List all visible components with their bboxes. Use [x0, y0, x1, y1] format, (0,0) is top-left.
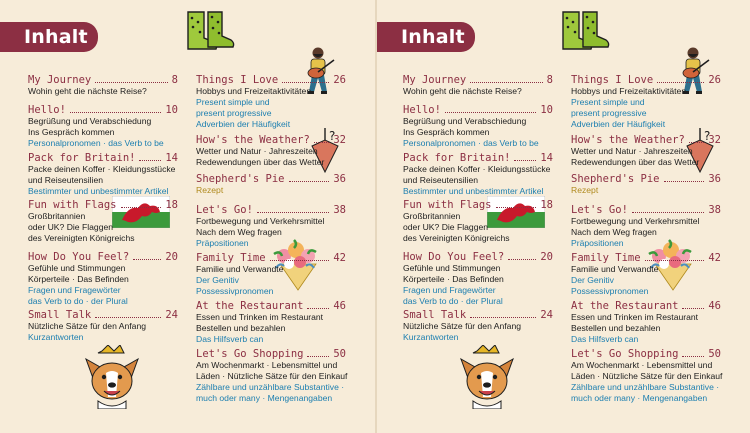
- entry-page-number: 20: [540, 251, 553, 263]
- dot-leader: [270, 260, 330, 261]
- dot-leader: [95, 317, 161, 318]
- toc-entry[interactable]: [28, 251, 178, 307]
- corgi-with-crown-icon: [80, 345, 144, 409]
- entry-title: How Do You Feel?: [28, 251, 130, 263]
- entry-line: Nützliche Sätze für den Anfang: [403, 321, 522, 331]
- toc-entry[interactable]: [571, 173, 721, 196]
- entry-grammar-line: das Verb to do · der Plural: [403, 296, 503, 306]
- entry-page-number: 42: [333, 252, 346, 264]
- entry-grammar-line: Zählbare und unzählbare Substantive ·: [196, 382, 345, 392]
- entry-line: Wohin geht die nächste Reise?: [28, 86, 147, 96]
- toc-entry[interactable]: [571, 300, 721, 345]
- entry-grammar-line: Bestimmter und unbestimmter Artikel: [403, 186, 544, 196]
- toc-entry[interactable]: [571, 204, 721, 249]
- entry-title: How's the Weather?: [571, 134, 685, 146]
- toc-entry[interactable]: [196, 173, 346, 196]
- entry-page-number: 10: [165, 104, 178, 116]
- toc-entry[interactable]: [196, 300, 346, 345]
- entry-page-number: 26: [333, 74, 346, 86]
- entry-title: Fun with Flags: [28, 199, 117, 211]
- toc-entry[interactable]: [571, 74, 721, 130]
- entry-title: Let's Go!: [196, 204, 253, 216]
- entry-grammar-line: Präpositionen: [196, 238, 249, 248]
- entry-page-number: 10: [540, 104, 553, 116]
- entry-line: Gefühle und Stimmungen: [403, 263, 501, 273]
- dot-leader: [664, 181, 705, 182]
- entry-line: Packe deinen Koffer · Kleidungsstücke: [28, 164, 176, 174]
- entry-line: oder UK? Die Flaggen: [403, 222, 489, 232]
- toc-entry[interactable]: [403, 152, 553, 197]
- dot-leader: [682, 356, 704, 357]
- entry-title: My Journey: [28, 74, 92, 86]
- entry-grammar-line: present progressive: [196, 108, 272, 118]
- contents-heading: Inhalt: [0, 22, 98, 52]
- toc-entry[interactable]: [196, 74, 346, 130]
- entry-grammar-line: Der Genitiv: [196, 275, 239, 285]
- entry-line: Redewendungen über das Wetter: [571, 157, 700, 167]
- entry-line: Körperteile · Das Befinden: [403, 274, 504, 284]
- entry-grammar-line: Adverbien der Häufigkeit: [196, 119, 291, 129]
- entry-grammar-line: Kurzantworten: [403, 332, 459, 342]
- entry-line: Packe deinen Koffer · Kleidungsstücke: [403, 164, 551, 174]
- entry-page-number: 8: [171, 74, 178, 86]
- entry-grammar-line: Das Hilfsverb can: [571, 334, 639, 344]
- entry-line: Essen und Trinken im Restaurant: [196, 312, 324, 322]
- dot-leader: [496, 207, 537, 208]
- entry-line: Ins Gespräch kommen: [403, 127, 490, 137]
- entry-grammar-line: Das Hilfsverb can: [196, 334, 264, 344]
- entry-grammar-line: Der Genitiv: [571, 275, 614, 285]
- entry-line: Großbritannien: [403, 211, 461, 221]
- dot-leader: [508, 259, 536, 260]
- entry-line: Redewendungen über das Wetter: [196, 157, 325, 167]
- entry-page-number: 24: [165, 309, 178, 321]
- entry-title: Shepherd's Pie: [571, 173, 660, 185]
- entry-title: Pack for Britain!: [28, 152, 136, 164]
- entry-grammar-line: Present simple und: [571, 97, 645, 107]
- entry-grammar-line: Personalpronomen · das Verb to be: [403, 138, 539, 148]
- entry-line: Hobbys und Freizeitaktivitäten: [196, 86, 312, 96]
- entry-grammar-line: Personalpronomen · das Verb to be: [28, 138, 164, 148]
- rain-boots-icon: [180, 10, 236, 52]
- dot-leader: [307, 356, 329, 357]
- entry-grammar-line: Present simple und: [196, 97, 270, 107]
- entry-grammar-line: Kurzantworten: [28, 332, 84, 342]
- entry-grammar-line: present progressive: [571, 108, 647, 118]
- dot-leader: [514, 160, 536, 161]
- entry-page-number: 38: [333, 204, 346, 216]
- entry-grammar-line: Zählbare und unzählbare Substantive ·: [571, 382, 720, 392]
- entry-line: Großbritannien: [28, 211, 86, 221]
- toc-entry[interactable]: [571, 252, 721, 297]
- entry-page-number: 36: [708, 173, 721, 185]
- entry-line: Am Wochenmarkt · Lebensmittel und: [571, 360, 713, 370]
- entry-page-number: 50: [708, 348, 721, 360]
- corgi-with-crown-icon: [455, 345, 519, 409]
- entry-title: My Journey: [403, 74, 467, 86]
- dot-leader: [657, 82, 704, 83]
- entry-title: Family Time: [571, 252, 641, 264]
- toc-entry[interactable]: [403, 251, 553, 307]
- dot-leader: [121, 207, 162, 208]
- entry-line: Begrüßung und Verabschiedung: [28, 116, 152, 126]
- entry-line: und Reiseutensilien: [28, 175, 104, 185]
- toc-entry[interactable]: [403, 74, 553, 97]
- dot-leader: [70, 112, 161, 113]
- entry-line: Läden · Nützliche Sätze für den Einkauf: [571, 371, 723, 381]
- entry-page-number: 14: [540, 152, 553, 164]
- entry-line: Läden · Nützliche Sätze für den Einkauf: [196, 371, 348, 381]
- entry-line: Am Wochenmarkt · Lebensmittel und: [196, 360, 338, 370]
- dot-leader: [470, 82, 542, 83]
- dot-leader: [445, 112, 536, 113]
- entry-page-number: 46: [708, 300, 721, 312]
- entry-title: Hello!: [403, 104, 441, 116]
- entry-line: Familie und Verwandte: [196, 264, 284, 274]
- entry-grammar-line: Fragen und Fragewörter: [403, 285, 496, 295]
- entry-grammar-line: Präpositionen: [571, 238, 624, 248]
- entry-line: Essen und Trinken im Restaurant: [571, 312, 699, 322]
- toc-entry[interactable]: [571, 348, 721, 404]
- dot-leader: [645, 260, 705, 261]
- toc-entry[interactable]: [28, 104, 178, 149]
- entry-title: How Do You Feel?: [403, 251, 505, 263]
- entry-line: Ins Gespräch kommen: [28, 127, 115, 137]
- entry-page-number: 26: [708, 74, 721, 86]
- entry-title: Things I Love: [196, 74, 279, 86]
- entry-line: Wetter und Natur · Jahreszeiten: [196, 146, 318, 156]
- toc-entry[interactable]: [196, 348, 346, 404]
- entry-page-number: 8: [546, 74, 553, 86]
- entry-line: Begrüßung und Verabschiedung: [403, 116, 527, 126]
- entry-page-number: 46: [333, 300, 346, 312]
- entry-line: Nach dem Weg fragen: [196, 227, 282, 237]
- entry-line: und Reiseutensilien: [403, 175, 479, 185]
- toc-entry[interactable]: [28, 74, 178, 97]
- entry-title: At the Restaurant: [571, 300, 679, 312]
- entry-line: Fortbewegung und Verkehrsmittel: [571, 216, 700, 226]
- entry-grammar-line: much oder many · Mengenangaben: [571, 393, 708, 403]
- entry-title: How's the Weather?: [196, 134, 310, 146]
- toc-entry[interactable]: [28, 152, 178, 197]
- entry-page-number: 14: [165, 152, 178, 164]
- entry-grammar-line: Possessivpronomen: [196, 286, 274, 296]
- entry-line: Rezept: [571, 185, 599, 195]
- dot-leader: [257, 212, 329, 213]
- toc-entry[interactable]: [28, 309, 178, 343]
- entry-title: Fun with Flags: [403, 199, 492, 211]
- entry-line: oder UK? Die Flaggen: [28, 222, 114, 232]
- dot-leader: [289, 181, 330, 182]
- right-page: [375, 0, 750, 433]
- entry-page-number: 20: [165, 251, 178, 263]
- entry-title: Small Talk: [28, 309, 92, 321]
- entry-title: Let's Go Shopping: [196, 348, 304, 360]
- entry-line: Gefühle und Stimmungen: [28, 263, 126, 273]
- entry-line: Fortbewegung und Verkehrsmittel: [196, 216, 325, 226]
- rain-boots-icon: [555, 10, 611, 52]
- entry-grammar-line: das Verb to do · der Plural: [28, 296, 128, 306]
- entry-page-number: 38: [708, 204, 721, 216]
- entry-title: Small Talk: [403, 309, 467, 321]
- dot-leader: [307, 308, 329, 309]
- entry-title: Shepherd's Pie: [196, 173, 285, 185]
- entry-line: Körperteile · Das Befinden: [28, 274, 129, 284]
- dot-leader: [314, 142, 330, 143]
- entry-line: Wohin geht die nächste Reise?: [403, 86, 522, 96]
- toc-entry[interactable]: [571, 134, 721, 168]
- entry-grammar-line: Adverbien der Häufigkeit: [571, 119, 666, 129]
- entry-grammar-line: Bestimmter und unbestimmter Artikel: [28, 186, 169, 196]
- entry-title: Let's Go!: [571, 204, 628, 216]
- dot-leader: [682, 308, 704, 309]
- entry-grammar-line: Possessivpronomen: [571, 286, 649, 296]
- entry-page-number: 32: [708, 134, 721, 146]
- entry-line: Familie und Verwandte: [571, 264, 659, 274]
- entry-title: At the Restaurant: [196, 300, 304, 312]
- entry-line: des Vereinigten Königreichs: [403, 233, 510, 243]
- entry-page-number: 32: [333, 134, 346, 146]
- entry-line: Nach dem Weg fragen: [571, 227, 657, 237]
- toc-entry[interactable]: [196, 204, 346, 249]
- entry-line: Bestellen und bezahlen: [571, 323, 661, 333]
- entry-title: Family Time: [196, 252, 266, 264]
- entry-title: Hello!: [28, 104, 66, 116]
- entry-title: Things I Love: [571, 74, 654, 86]
- entry-page-number: 50: [333, 348, 346, 360]
- toc-entry[interactable]: [196, 252, 346, 297]
- entry-grammar-line: Fragen und Fragewörter: [28, 285, 121, 295]
- entry-page-number: 18: [540, 199, 553, 211]
- entry-page-number: 18: [165, 199, 178, 211]
- entry-page-number: 42: [708, 252, 721, 264]
- toc-entry[interactable]: [403, 104, 553, 149]
- dot-leader: [139, 160, 161, 161]
- entry-page-number: 36: [333, 173, 346, 185]
- entry-line: des Vereinigten Königreichs: [28, 233, 135, 243]
- contents-heading: Inhalt: [377, 22, 475, 52]
- entry-title: Pack for Britain!: [403, 152, 511, 164]
- entry-grammar-line: much oder many · Mengenangaben: [196, 393, 333, 403]
- entry-line: Nützliche Sätze für den Anfang: [28, 321, 147, 331]
- toc-entry[interactable]: [28, 199, 178, 244]
- entry-line: Hobbys und Freizeitaktivitäten: [571, 86, 687, 96]
- toc-entry[interactable]: [196, 134, 346, 168]
- dot-leader: [282, 82, 329, 83]
- dot-leader: [470, 317, 536, 318]
- entry-page-number: 24: [540, 309, 553, 321]
- entry-line: Bestellen und bezahlen: [196, 323, 286, 333]
- dot-leader: [95, 82, 167, 83]
- toc-entry[interactable]: [403, 309, 553, 343]
- dot-leader: [632, 212, 704, 213]
- dot-leader: [689, 142, 705, 143]
- entry-title: Let's Go Shopping: [571, 348, 679, 360]
- entry-line: Rezept: [196, 185, 224, 195]
- toc-entry[interactable]: [403, 199, 553, 244]
- dot-leader: [133, 259, 161, 260]
- entry-line: Wetter und Natur · Jahreszeiten: [571, 146, 693, 156]
